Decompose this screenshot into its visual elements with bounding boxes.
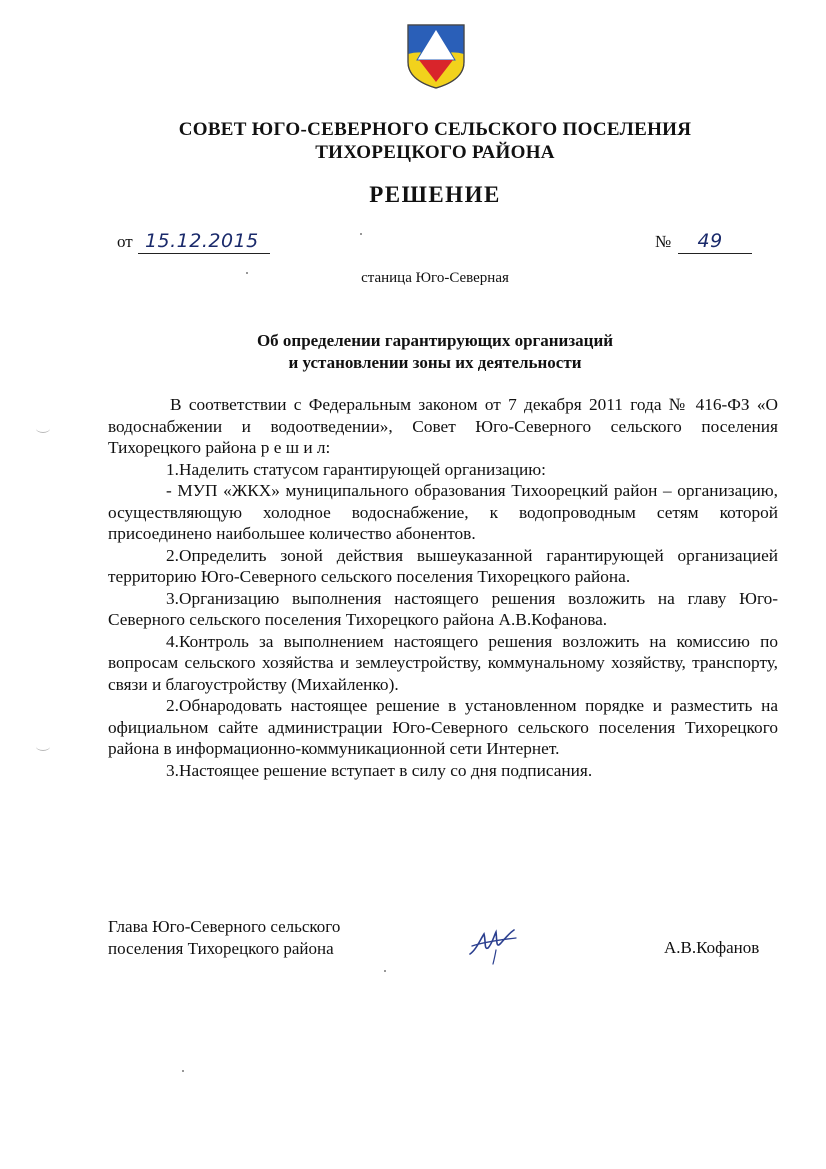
- date-underline: [138, 253, 270, 254]
- number-field: [655, 230, 723, 252]
- council-line-1: СОВЕТ ЮГО-СЕВЕРНОГО СЕЛЬСКОГО ПОСЕЛЕНИЯ: [178, 119, 692, 140]
- date-field: [117, 230, 259, 252]
- paragraph-item-5: 2.Обнародовать настоящее решение в установленном порядке и разместить на официальном сайте администрации Юго-Северного сельского поселения Тихорецкого района в информационно-коммуникационной сети Интернет.: [108, 696, 778, 758]
- number-prefix: №: [655, 232, 672, 251]
- number-underline: [678, 253, 752, 254]
- signatory-title: [108, 916, 340, 960]
- scan-speck: [246, 272, 248, 274]
- punch-hole-mark: [36, 742, 50, 751]
- date-prefix: от: [117, 232, 133, 251]
- scan-speck: [384, 970, 386, 972]
- signatory-title-line-1: Глава Юго-Северного сельского: [108, 917, 341, 936]
- paragraph-item-4: 4.Контроль за выполнением настоящего решения возложить на комиссию по вопросам сельского хозяйства и землеустройству, коммунальному хозяйству, транспорту, связи и благоустройству (Михайленко).: [108, 631, 778, 694]
- scan-speck: [360, 233, 362, 235]
- document-body: [108, 394, 778, 781]
- paragraph-item-6: 3.Настоящее решение вступает в силу со дня подписания.: [166, 760, 593, 780]
- coat-of-arms-icon: [405, 22, 467, 90]
- paragraph-item-1-detail: - МУП «ЖКХ» муниципального образования Тихоорецкий район – организацию, осуществляющую холодное водоснабжение, к водопроводным сетям которой присоединено наибольшее количество абонентов.: [108, 481, 778, 543]
- signatory-title-line-2: поселения Тихорецкого района: [108, 939, 334, 958]
- place-of-issue: станица Юго-Северная: [361, 270, 509, 286]
- punch-hole-mark: [36, 424, 50, 433]
- paragraph-item-1: 1.Наделить статусом гарантирующей организацию:: [166, 459, 546, 479]
- handwritten-signature: [466, 920, 520, 966]
- paragraph-item-2: 2.Определить зоной действия вышеуказанной гарантирующей организацией территорию Юго-Северного сельского поселения Тихорецкого района.: [108, 545, 778, 586]
- paragraph-preamble: В соответствии с Федеральным законом от 7 декабря 2011 года № 416-ФЗ «О водоснабжении и водоотведении», Совет Юго-Северного сельского поселения Тихорецкого района р е ш и л:: [108, 395, 778, 457]
- council-name: [100, 118, 770, 164]
- subject-line-2: и установлении зоны их деятельности: [288, 353, 582, 372]
- subject-line-1: Об определении гарантирующих организаций: [256, 331, 614, 350]
- paragraph-item-3: 3.Организацию выполнения настоящего решения возложить на главу Юго-Северного сельского поселения Тихорецкого района А.В.Кофанова.: [108, 588, 778, 629]
- document-subject: [100, 330, 770, 374]
- scan-speck: [182, 1070, 184, 1072]
- number-value: 49: [697, 230, 723, 252]
- council-line-2: ТИХОРЕЦКОГО РАЙОНА: [315, 142, 555, 163]
- date-value: 15.12.2015: [144, 230, 259, 252]
- signatory-name: А.В.Кофанов: [664, 938, 760, 957]
- document-type-title: РЕШЕНИЕ: [369, 182, 501, 207]
